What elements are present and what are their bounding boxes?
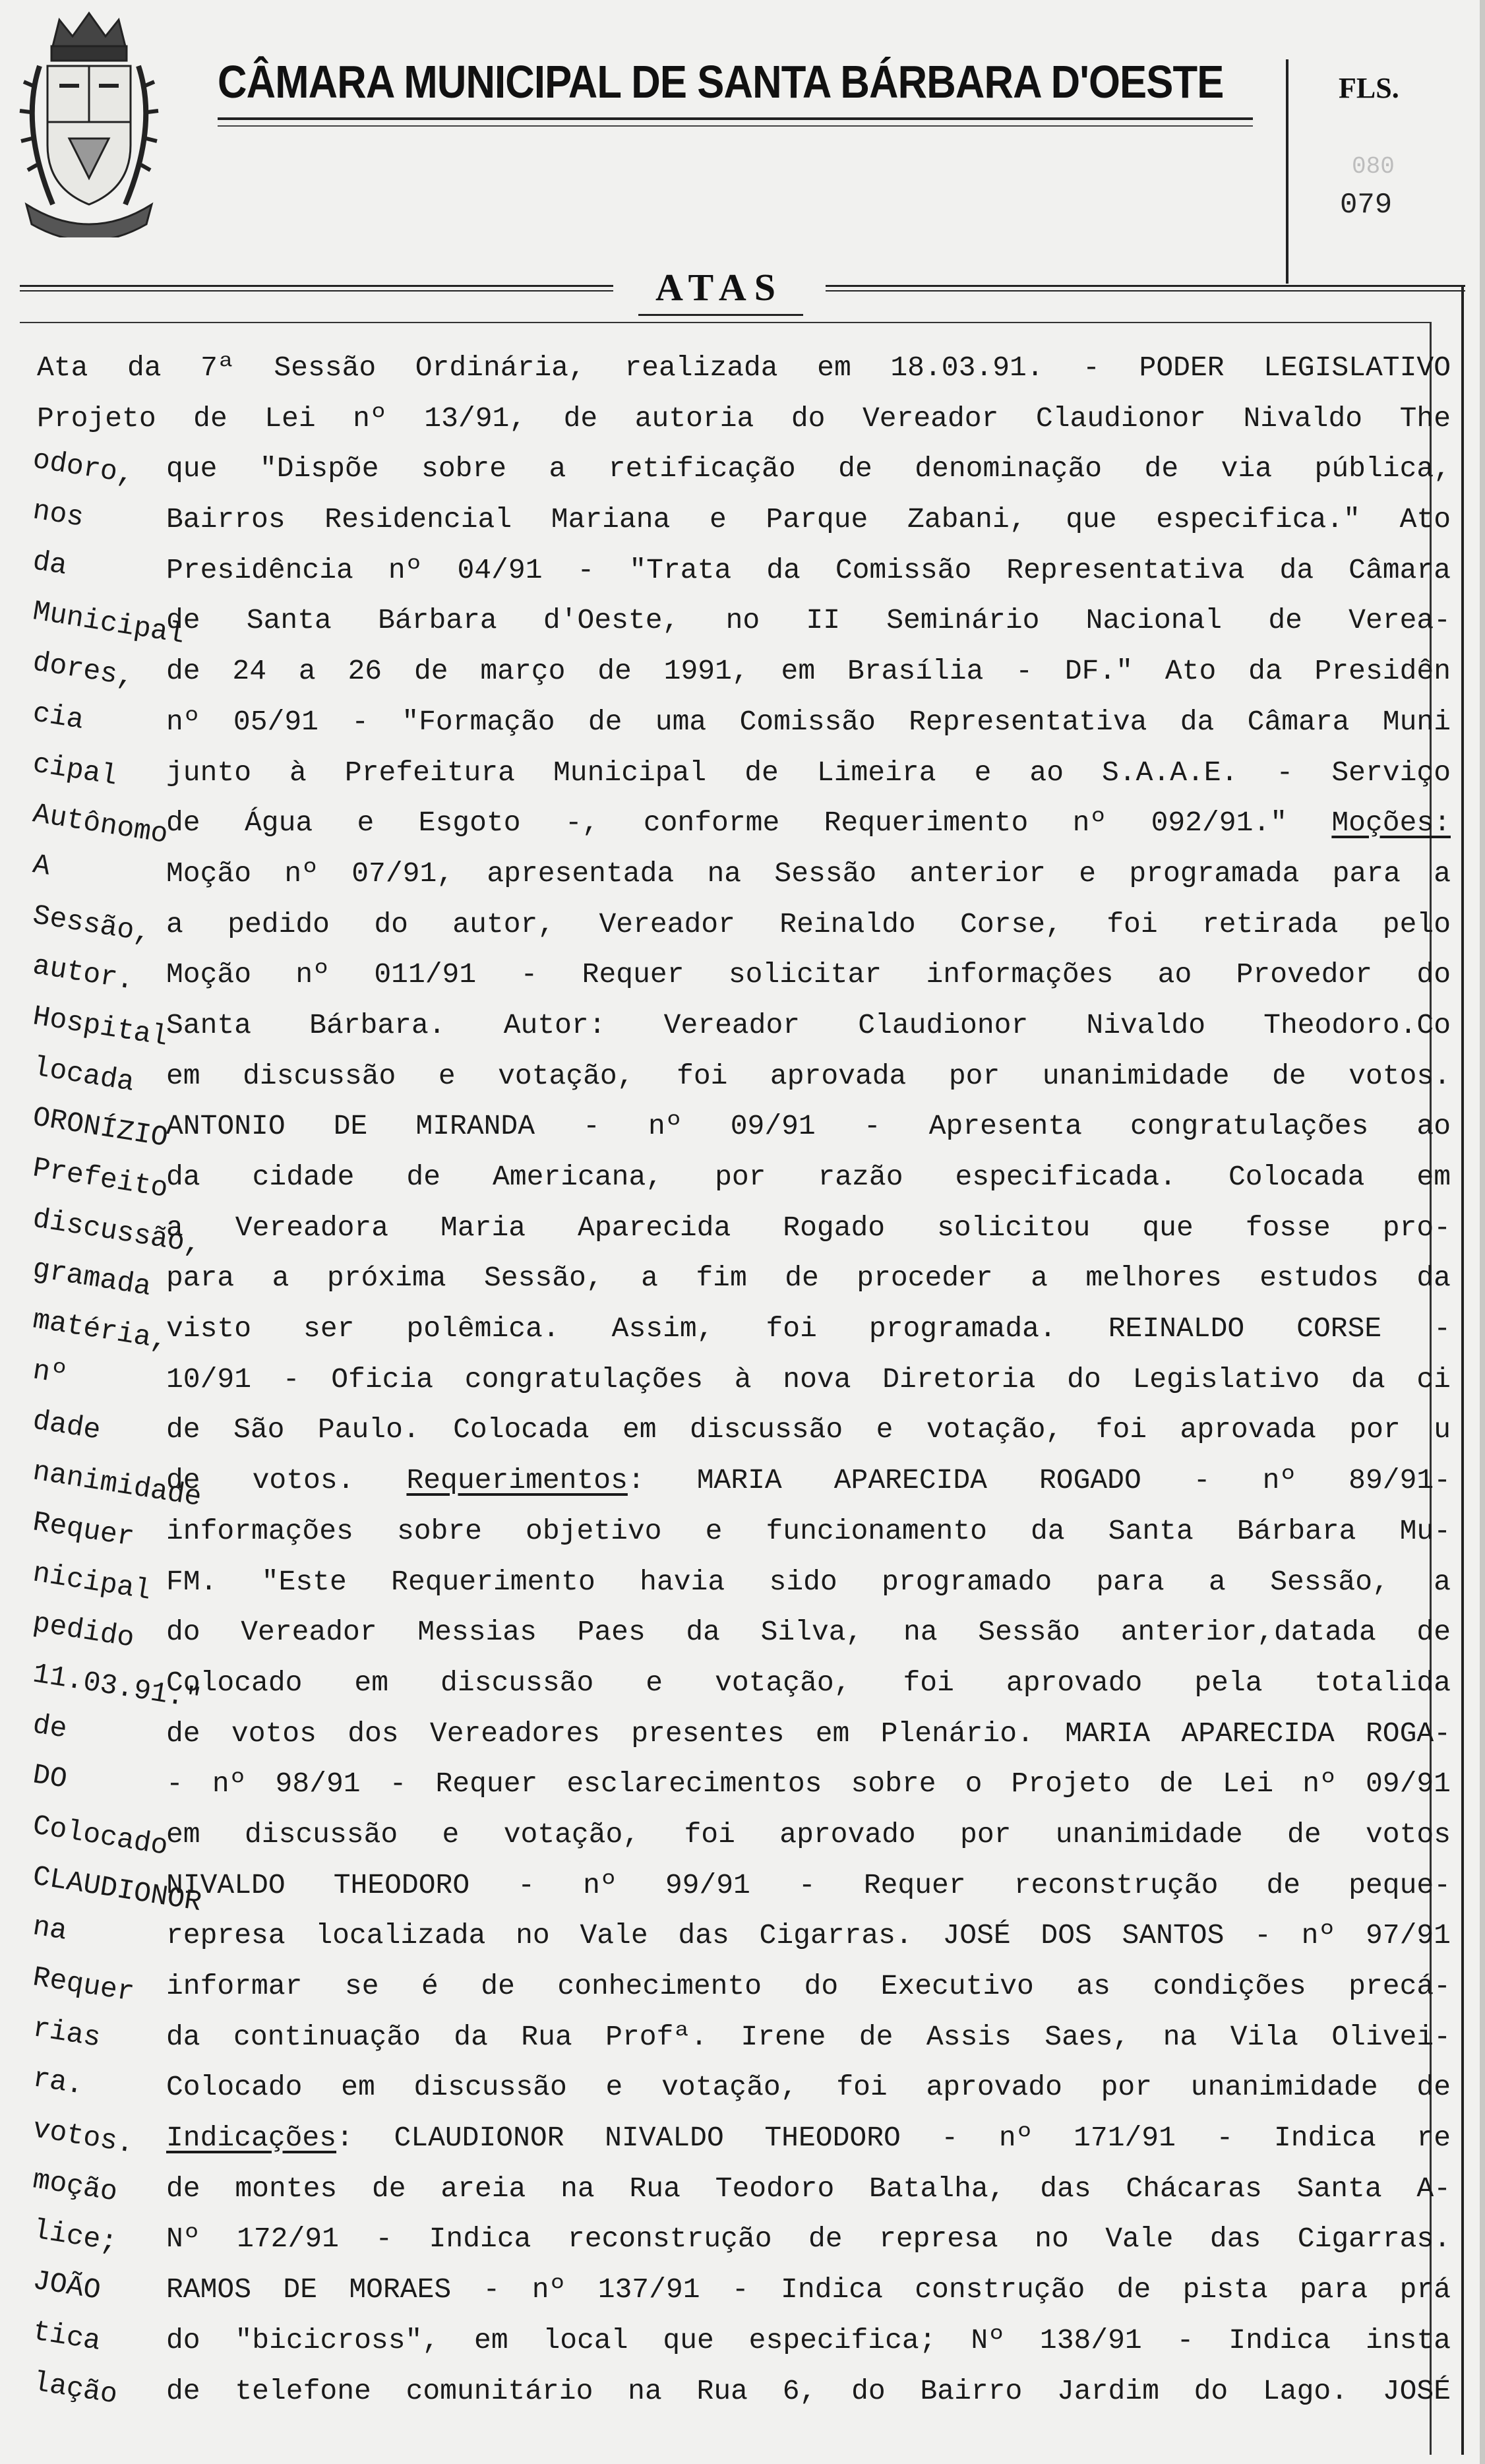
margin-word: nº: [30, 1354, 69, 1392]
line-text: Projeto de Lei nº 13/91, de autoria do Vereador Claudionor Nivaldo The: [37, 402, 1451, 435]
title-rule: [218, 117, 1253, 120]
line-text: de Água e Esgoto -, conforme Requerimento nº 092/91." Moções:: [166, 807, 1451, 840]
margin-word: Requer: [30, 1506, 136, 1554]
frame-rule: [20, 285, 613, 287]
minutes-line: [26, 1404, 1451, 1456]
minutes-line: [26, 1202, 1451, 1261]
line-text: Bairros Residencial Mariana e Parque Zabani, que especifica." Ato: [166, 503, 1451, 536]
margin-word: nicipal: [30, 1556, 154, 1607]
margin-word: ORONÍZIO: [30, 1101, 170, 1155]
margin-word: Sessão,: [30, 898, 154, 950]
minutes-line: [26, 1101, 1451, 1155]
minutes-line: [26, 1809, 1451, 1863]
section-title-underline: [638, 314, 803, 316]
margin-word: nos: [30, 494, 86, 534]
line-text: Presidência nº 04/91 - "Trata da Comissão Representativa da Câmara: [166, 553, 1451, 586]
line-text: para a próxima Sessão, a fim de proceder a melhores estudos da: [166, 1262, 1451, 1295]
underlined-term: Moções:: [1331, 807, 1451, 840]
frame-rule: [826, 290, 1465, 292]
margin-word: A: [30, 848, 53, 883]
margin-word: da: [30, 545, 69, 582]
margin-word: gramada: [30, 1252, 154, 1304]
minutes-line: [26, 1354, 1451, 1405]
line-text: Ata da 7ª Sessão Ordinária, realizada em 18.03.91. - PODER LEGISLATIVO: [37, 352, 1451, 384]
margin-word: na: [30, 1910, 69, 1948]
margin-word: nanimidade: [30, 1455, 204, 1514]
line-text: informar se é de conhecimento do Executivo as condições precá-: [166, 1970, 1451, 2002]
frame-border: [1461, 285, 1464, 2455]
margin-word: matéria,: [30, 1303, 170, 1357]
margin-word: 11.03.91.": [30, 1657, 204, 1716]
margin-word: de: [30, 1708, 69, 1746]
margin-word: lice;: [30, 2213, 120, 2260]
underlined-term: Requerimentos: [406, 1464, 628, 1497]
line-text: de 24 a 26 de março de 1991, em Brasília - DF." Ato da Presidên: [166, 655, 1451, 688]
minutes-line: [26, 949, 1451, 1001]
minutes-line: [26, 1556, 1451, 1608]
margin-word: Requer: [30, 1961, 136, 2009]
minutes-line: [26, 2112, 1451, 2164]
line-text: Moção nº 07/91, apresentada na Sessão anterior e programada para a: [166, 857, 1451, 890]
margin-word: Hospital: [30, 1000, 170, 1053]
margin-word: moção: [30, 2163, 120, 2209]
line-text: informações sobre objetivo e funcionamento da Santa Bárbara Mu-: [166, 1514, 1451, 1547]
page-edge: [1480, 0, 1485, 2464]
minutes-line: [26, 1961, 1451, 2012]
minutes-line: [26, 1607, 1451, 1658]
minutes-line: [26, 2365, 1451, 2417]
minutes-line: [26, 747, 1451, 799]
minutes-line: [26, 1152, 1451, 1206]
margin-word: Prefeito: [30, 1152, 170, 1206]
minutes-line: [26, 1708, 1451, 1760]
margin-word: cia: [30, 696, 86, 737]
margin-word: discussão,: [30, 1202, 204, 1261]
line-text: de montes de areia na Rua Teodoro Batalha, das Chácaras Santa A-: [166, 2172, 1451, 2205]
line-text: visto ser polêmica. Assim, foi programada. REINALDO CORSE -: [166, 1312, 1451, 1345]
minutes-line: [26, 2213, 1451, 2265]
line-text: Nº 172/91 - Indica reconstrução de represa no Vale das Cigarras.: [166, 2223, 1451, 2256]
line-text: RAMOS DE MORAES - nº 137/91 - Indica construção de pista para prá: [166, 2273, 1451, 2306]
margin-word: autor.: [30, 949, 136, 998]
margin-word: JOÃO: [30, 2264, 103, 2307]
minutes-line: [26, 646, 1451, 697]
line-text: que "Dispõe sobre a retificação de denominação de via pública,: [166, 452, 1451, 485]
line-text: a pedido do autor, Vereador Reinaldo Corse, foi retirada pelo: [166, 908, 1451, 940]
title-rule-thin: [218, 125, 1253, 127]
minutes-line: [26, 494, 1451, 545]
line-text: Colocado em discussão e votação, foi aprovado por unanimidade de: [166, 2071, 1451, 2104]
margin-word: pedido: [30, 1607, 136, 1655]
minutes-line: [26, 2163, 1451, 2215]
line-text: nº 05/91 - "Formação de uma Comissão Representativa da Câmara Muni: [166, 705, 1451, 738]
line-text: de votos dos Vereadores presentes em Plenário. MARIA APARECIDA ROGA-: [166, 1717, 1451, 1750]
line-text: represa localizada no Vale das Cigarras. JOSÉ DOS SANTOS - nº 97/91: [166, 1919, 1451, 1952]
minutes-line: [26, 1050, 1451, 1102]
line-text: do "bicicross", em local que especifica; Nº 138/91 - Indica insta: [166, 2324, 1451, 2356]
minutes-line: [26, 1859, 1451, 1919]
margin-word: lação: [30, 2365, 120, 2411]
chamber-name: CÂMARA MUNICIPAL DE SANTA BÁRBARA D'OESTE: [218, 56, 1224, 108]
minutes-line: [26, 343, 1451, 394]
line-text: ANTONIO DE MIRANDA - nº 09/91 - Apresenta congratulações ao: [166, 1110, 1451, 1143]
line-text: 10/91 - Oficia congratulações à nova Diretoria do Legislativo da ci: [166, 1363, 1451, 1396]
minutes-line: [26, 797, 1451, 851]
line-text: de Santa Bárbara d'Oeste, no II Seminário Nacional de Verea-: [166, 604, 1451, 637]
minutes-line: [26, 1657, 1451, 1716]
line-text: Moção nº 011/91 - Requer solicitar informações ao Provedor do: [166, 958, 1451, 991]
municipal-crest-icon: [7, 7, 171, 237]
section-title: ATAS: [655, 266, 784, 309]
minutes-line: [26, 1000, 1451, 1053]
folio-divider: [1286, 59, 1288, 284]
line-text: da cidade de Americana, por razão especificada. Colocada em: [166, 1161, 1451, 1193]
margin-word: tica: [30, 2315, 103, 2358]
line-text: Indicações: CLAUDIONOR NIVALDO THEODORO - nº 171/91 - Indica re: [166, 2122, 1451, 2155]
margin-word: DO: [30, 1758, 69, 1797]
minutes-line: [26, 394, 1451, 445]
margin-word: rias: [30, 2011, 103, 2054]
page-number: 079: [1340, 189, 1393, 222]
margin-word: cipal: [30, 747, 120, 793]
minutes-line: [26, 595, 1451, 652]
line-text: FM. "Este Requerimento havia sido programado para a Sessão, a: [166, 1565, 1451, 1598]
line-text: de São Paulo. Colocada em discussão e votação, foi aprovada por u: [166, 1413, 1451, 1446]
frame-rule: [20, 290, 613, 292]
line-text: Santa Bárbara. Autor: Vereador Claudionor Nivaldo Theodoro.Co: [166, 1008, 1451, 1041]
minutes-line: [26, 1506, 1451, 1557]
minutes-line: [26, 696, 1451, 748]
line-text: Colocado em discussão e votação, foi aprovado pela totalida: [166, 1666, 1451, 1699]
minutes-body: [26, 343, 1451, 2417]
line-text: de telefone comunitário na Rua 6, do Bairro Jardim do Lago. JOSÉ: [166, 2374, 1451, 2407]
minutes-line: [26, 2011, 1451, 2063]
minutes-line: [26, 2264, 1451, 2316]
line-text: em discussão e votação, foi aprovada por unanimidade de votos.: [166, 1059, 1451, 1092]
margin-word: locada: [30, 1050, 136, 1099]
minutes-line: [26, 848, 1451, 900]
underlined-term: Indicações: [166, 2122, 337, 2155]
margin-word: Municipal: [30, 595, 187, 652]
margin-word: Autônomo: [30, 797, 170, 851]
folio-label: FLS.: [1339, 72, 1399, 104]
minutes-line: [26, 1303, 1451, 1357]
minutes-line: [26, 898, 1451, 950]
line-text: junto à Prefeitura Municipal de Limeira e ao S.A.A.E. - Serviço: [166, 756, 1451, 789]
line-text: do Vereador Messias Paes da Silva, na Sessão anterior,datada de: [166, 1616, 1451, 1649]
stamp-number: 080: [1352, 153, 1395, 180]
margin-word: odoro,: [30, 443, 136, 492]
margin-word: votos.: [30, 2112, 136, 2161]
minutes-line: [26, 545, 1451, 596]
margin-word: dores,: [30, 646, 136, 694]
margin-word: CLAUDIONOR: [30, 1859, 204, 1919]
minutes-line: [26, 1252, 1451, 1304]
line-text: da continuação da Rua Profª. Irene de Assis Saes, na Vila Olivei-: [166, 2020, 1451, 2053]
minutes-line: [26, 2315, 1451, 2366]
minutes-line: [26, 2062, 1451, 2113]
minutes-line: [26, 1758, 1451, 1810]
line-text: - nº 98/91 - Requer esclarecimentos sobre o Projeto de Lei nº 09/91: [166, 1768, 1451, 1801]
line-text: em discussão e votação, foi aprovado por unanimidade de votos: [166, 1818, 1451, 1851]
margin-word: Colocado: [30, 1809, 170, 1863]
margin-word: ra.: [30, 2062, 86, 2103]
line-text: a Vereadora Maria Aparecida Rogado solicitou que fosse pro-: [166, 1211, 1451, 1244]
margin-word: dade: [30, 1404, 103, 1448]
line-text: de votos. Requerimentos: MARIA APARECIDA ROGADO - nº 89/91-: [166, 1464, 1451, 1497]
frame-inner-rule: [20, 322, 1431, 323]
line-text: NIVALDO THEODORO - nº 99/91 - Requer reconstrução de peque-: [166, 1868, 1451, 1901]
minutes-line: [26, 443, 1451, 495]
minutes-line: [26, 1455, 1451, 1514]
frame-rule: [826, 285, 1465, 287]
minutes-line: [26, 1910, 1451, 1961]
